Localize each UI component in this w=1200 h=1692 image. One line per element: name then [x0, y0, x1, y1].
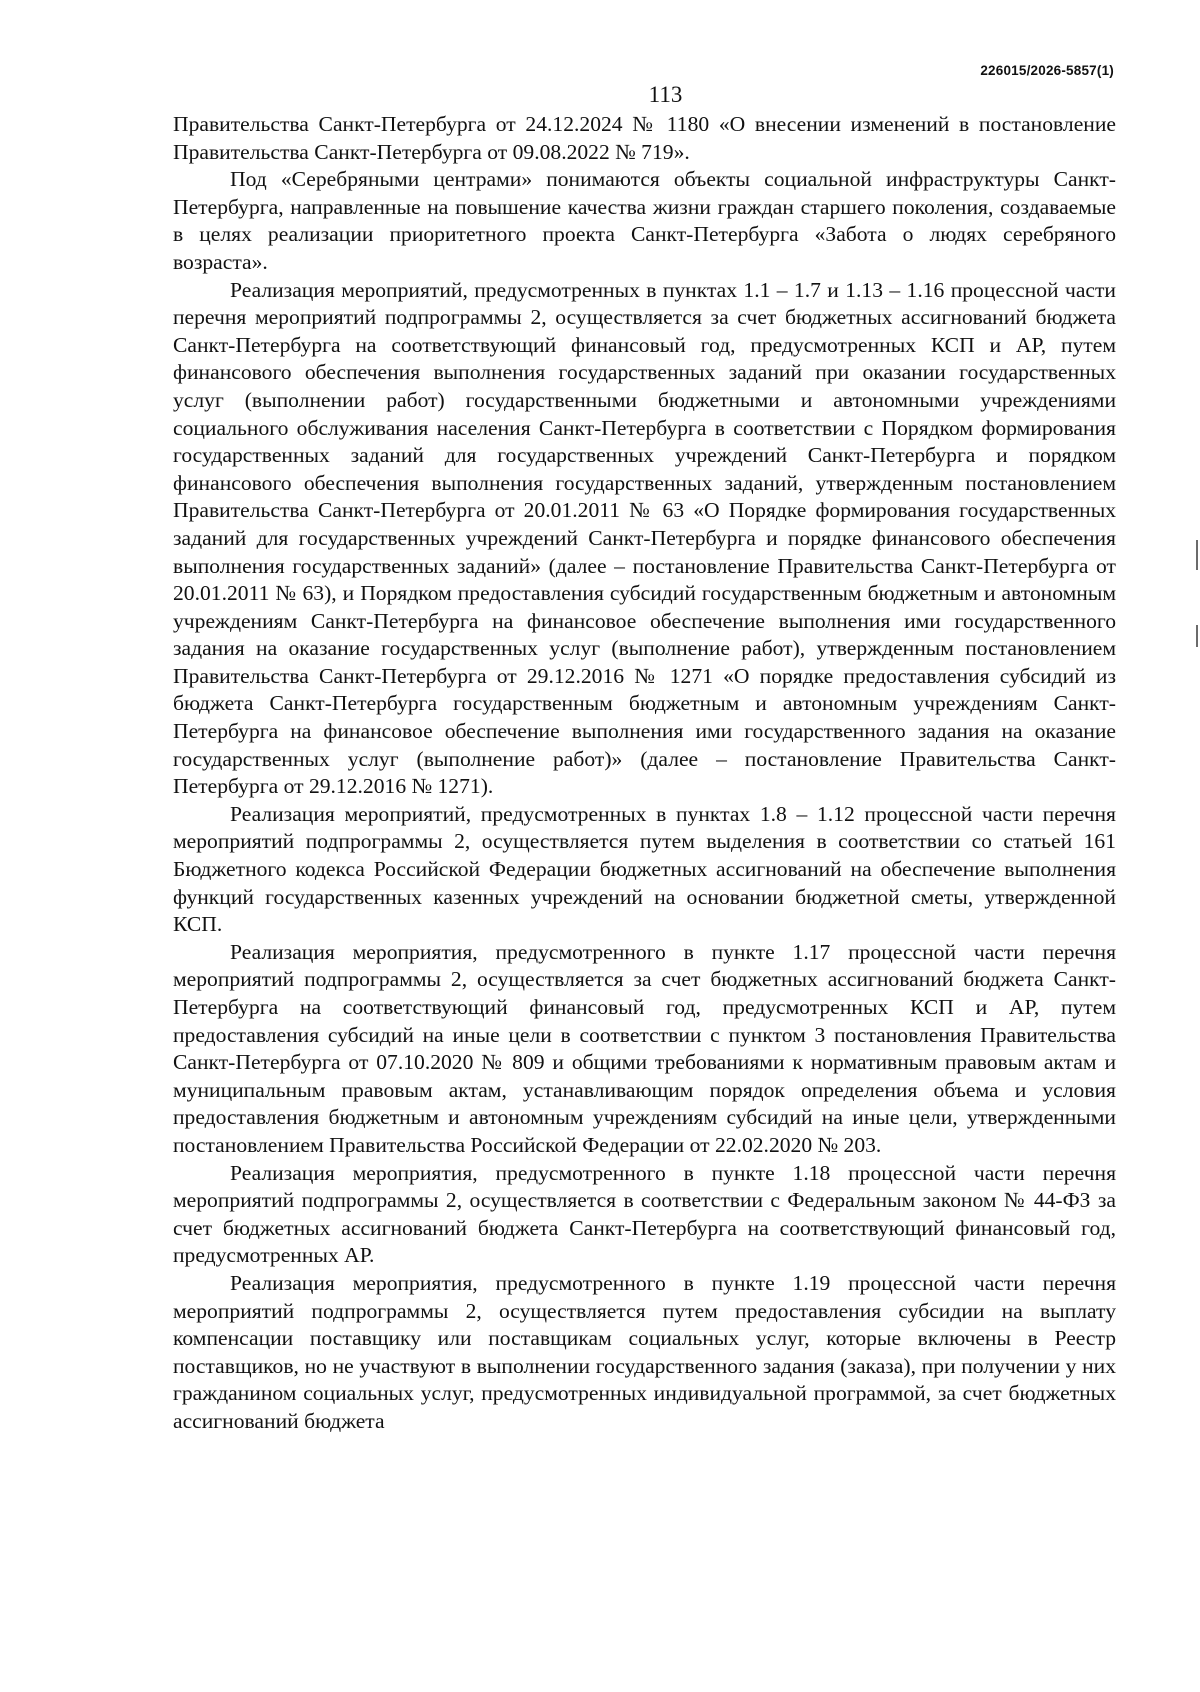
page-number: 113: [648, 82, 683, 107]
paragraph-1: Правительства Санкт-Петербурга от 24.12.2024 № 1180 «О внесении изменений в постановление Правительства Санкт-Петербурга от 09.08.2022 № 719».: [173, 112, 1116, 164]
paragraph-6: Реализация мероприятия, предусмотренного в пункте 1.18 процессной части перечня мероприятий подпрограммы 2, осуществляется в соответствии с Федеральным законом № 44-ФЗ за счет бюджетных ассигнований бюджета Санкт-Петербурга на соответствующий финансовый год, предусмотренных АР.: [173, 1160, 1116, 1268]
scan-edge-mark-bottom: [1196, 625, 1198, 647]
paragraph-4: Реализация мероприятий, предусмотренных в пунктах 1.8 – 1.12 процессной части перечня мероприятий подпрограммы 2, осуществляется путем выделения в соответствии со статьей 161 Бюджетного кодекса Российской Федерации бюджетных ассигнований на обеспечение выполнения функций государственных казенных учреждений на основании бюджетной сметы, утвержденной КСП.: [173, 801, 1116, 937]
document-registration-number: 226015/2026-5857(1): [980, 63, 1114, 78]
scan-edge-mark-top: [1196, 540, 1198, 570]
paragraph-7: Реализация мероприятия, предусмотренного в пункте 1.19 процессной части перечня мероприятий подпрограммы 2, осуществляется путем предоставления субсидии на выплату компенсации поставщику или поставщикам социальных услуг, которые включены в Реестр поставщиков, но не участвуют в выполнении государственного задания (заказа), при получении у них гражданином социальных услуг, предусмотренных индивидуальной программой, за счет бюджетных ассигнований бюджета: [173, 1270, 1116, 1433]
paragraph-3: Реализация мероприятий, предусмотренных в пунктах 1.1 – 1.7 и 1.13 – 1.16 процессной части перечня мероприятий подпрограммы 2, осуществляется за счет бюджетных ассигнований бюджета Санкт-Петербурга на соответствующий финансовый год, предусмотренных КСП и АР, путем финансового обеспечения выполнения государственных заданий при оказании государственных услуг (выполнении работ) государственными бюджетными и автономными учреждениями социального обслуживания населения Санкт-Петербурга в соответствии с Порядком формирования государственных заданий для государственных учреждений Санкт-Петербурга и порядком финансового обеспечения выполнения государственных заданий, утвержденным постановлением Правительства Санкт-Петербурга от 20.01.2011 № 63 «О Порядке формирования государственных заданий для государственных учреждений Санкт-Петербурга и порядке финансового обеспечения выполнения государственных заданий» (далее – постановление Правительства Санкт-Петербурга от 20.01.2011 № 63), и Порядком предоставления субсидий государственным бюджетным и автономным учреждениям Санкт-Петербурга на финансовое обеспечение выполнения ими государственного задания на оказание государственных услуг (выполнение работ), утвержденным постановлением Правительства Санкт-Петербурга от 29.12.2016 № 1271 «О порядке предоставления субсидий из бюджета Санкт-Петербурга государственным бюджетным и автономным учреждениям Санкт-Петербурга на финансовое обеспечение выполнения ими государственного задания на оказание государственных услуг (выполнение работ)» (далее – постановление Правительства Санкт-Петербурга от 29.12.2016 № 1271).: [173, 277, 1116, 799]
paragraph-2: Под «Серебряными центрами» понимаются объекты социальной инфраструктуры Санкт-Петербурга, направленные на повышение качества жизни граждан старшего поколения, создаваемые в целях реализации приоритетного проекта Санкт-Петербурга «Забота о людях серебряного возраста».: [173, 167, 1116, 274]
paragraph-5: Реализация мероприятия, предусмотренного в пункте 1.17 процессной части перечня мероприятий подпрограммы 2, осуществляется за счет бюджетных ассигнований бюджета Санкт-Петербурга на соответствующий финансовый год, предусмотренных КСП и АР, путем предоставления субсидий на иные цели в соответствии с пунктом 3 постановления Правительства Санкт-Петербурга от 07.10.2020 № 809 и общими требованиями к нормативным правовым актам и муниципальным правовым актам, устанавливающим порядок определения объема и условия предоставления бюджетным и автономным учреждениям субсидий на иные цели, утвержденными постановлением Правительства Российской Федерации от 22.02.2020 № 203.: [173, 939, 1116, 1157]
document-body: [173, 111, 1116, 1436]
